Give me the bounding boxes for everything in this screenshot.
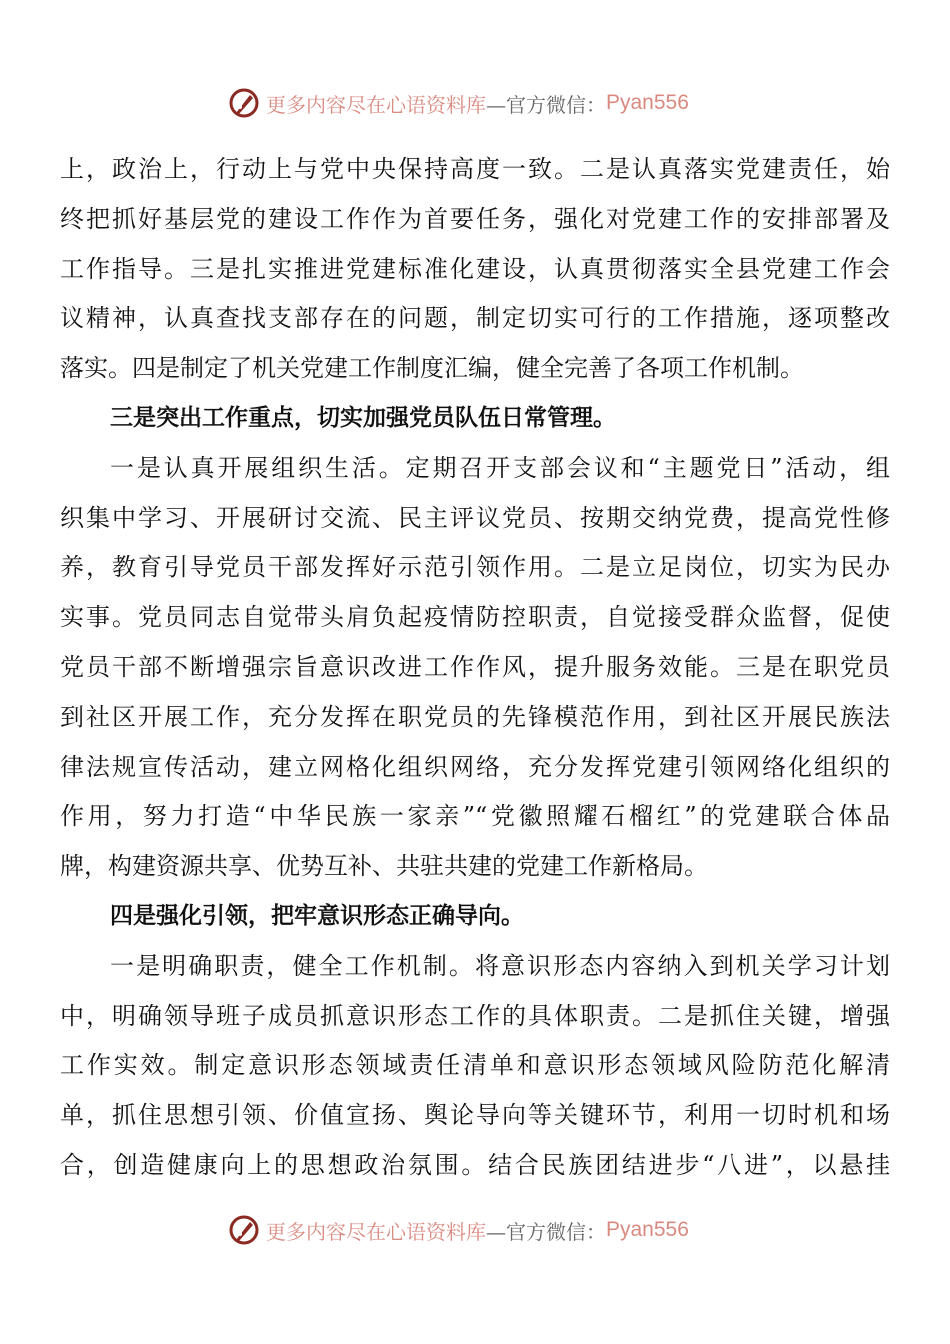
paragraph-line: 单，抓住思想引领、价值宣扬、舆论导向等关键环节，利用一切时机和场 <box>60 1101 890 1130</box>
banner-wechat-label: —官方微信： <box>486 1219 606 1244</box>
paragraph-line: 律法规宣传活动，建立网格化组织网络，充分发挥党建引领网络化组织的 <box>60 752 890 781</box>
section-heading: 四是强化引领，把牢意识形态正确导向。 <box>110 902 524 929</box>
quill-logo-icon <box>228 87 260 119</box>
paragraph-line: 一是认真开展组织生活。定期召开支部会议和“主题党日”活动，组 <box>110 453 890 482</box>
paragraph-line: 织集中学习、开展研讨交流、民主评议党员、按期交纳党费，提高党性修 <box>60 503 890 532</box>
banner-site-text: 更多内容尽在心语资料库 <box>266 1219 486 1244</box>
paragraph-line: 养，教育引导党员干部发挥好示范引领作用。二是立足岗位，切实为民办 <box>60 553 890 582</box>
banner-wechat-id: Pyan556 <box>606 1218 689 1241</box>
banner-wechat-id: Pyan556 <box>606 91 689 114</box>
paragraph-line: 议精神，认真查找支部存在的问题，制定切实可行的工作措施，逐项整改 <box>60 304 890 333</box>
footer-banner <box>228 1212 689 1248</box>
paragraph-line: 作用，努力打造“中华民族一家亲”“党徽照耀石榴红”的党建联合体品 <box>60 802 890 831</box>
section-heading: 三是突出工作重点，切实加强党员队伍日常管理。 <box>110 404 616 431</box>
quill-logo-icon <box>228 1214 260 1246</box>
header-banner <box>228 85 689 121</box>
paragraph-line: 实事。党员同志自觉带头肩负起疫情防控职责，自觉接受群众监督，促使 <box>60 603 890 632</box>
paragraph-line: 一是明确职责，健全工作机制。将意识形态内容纳入到机关学习计划 <box>110 951 890 980</box>
paragraph-line: 合，创造健康向上的思想政治氛围。结合民族团结进步“八进”，以悬挂 <box>60 1150 890 1179</box>
paragraph-line: 上，政治上，行动上与党中央保持高度一致。二是认真落实党建责任，始 <box>60 155 890 183</box>
banner-site-text: 更多内容尽在心语资料库 <box>266 92 486 117</box>
document-body <box>60 145 890 1191</box>
paragraph-line: 中，明确领导班子成员抓意识形态工作的具体职责。二是抓住关键，增强 <box>60 1001 890 1030</box>
paragraph-line: 落实。四是制定了机关党建工作制度汇编，健全完善了各项工作机制。 <box>60 354 804 383</box>
paragraph-line: 工作指导。三是扎实推进党建标准化建设，认真贯彻落实全县党建工作会 <box>60 254 890 283</box>
paragraph-line: 终把抓好基层党的建设工作作为首要任务，强化对党建工作的安排部署及 <box>60 204 890 233</box>
paragraph-line: 党员干部不断增强宗旨意识改进工作作风，提升服务效能。三是在职党员 <box>60 652 890 681</box>
paragraph-line: 牌，构建资源共享、优势互补、共驻共建的党建工作新格局。 <box>60 852 708 881</box>
paragraph-line: 到社区开展工作，充分发挥在职党员的先锋模范作用，到社区开展民族法 <box>60 702 890 731</box>
banner-wechat-label: —官方微信： <box>486 92 606 117</box>
paragraph-line: 工作实效。制定意识形态领域责任清单和意识形态领域风险防范化解清 <box>60 1051 890 1080</box>
